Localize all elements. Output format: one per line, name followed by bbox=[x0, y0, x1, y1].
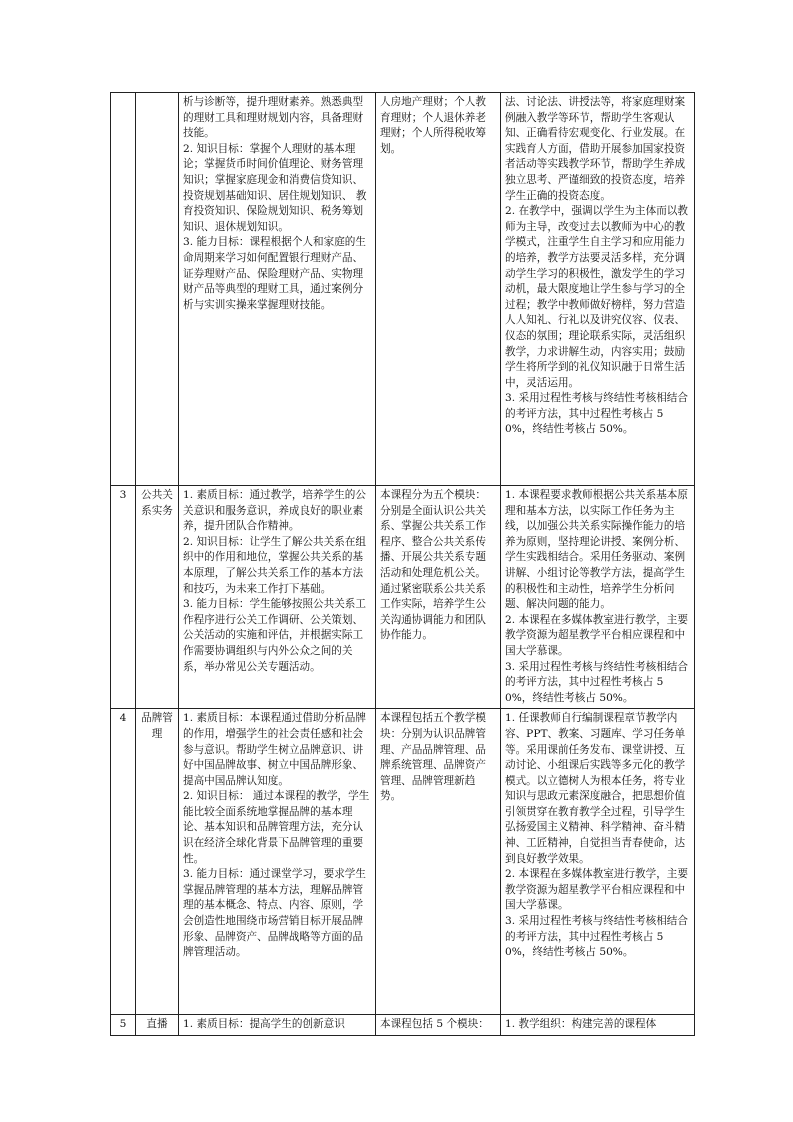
requirement-text: 2. 在教学中，强调以学生为主体而以教师为主导，改变过去以教师为中心的教学模式，注重学生自主学习和应用能力的培养，教学方法要灵活多样，充分调动学生学习的积极性，激发学生的学习动机，最大限度地让学生参与学习的全过程；教学中教师做好榜样，努力营造人人知礼、行礼以及讲究仪容、仪表、仪态的氛围；理论联系实际，灵活组织教学，力求讲解生动，内容实用；鼓励学生将所学到的礼仪知识融于日常生活中，灵活运用。 bbox=[505, 205, 688, 389]
objective-text: 1. 素质目标：本课程通过借助分析品牌的作用，增强学生的社会责任感和社会参与意识。帮助学生树立品牌意识、讲好中国品牌故事、树立中国品牌形象、提高中国品牌认知度。 bbox=[183, 712, 366, 787]
teaching-requirements bbox=[501, 93, 695, 486]
course-name: 品牌管理 bbox=[136, 709, 179, 1015]
course-name: 直播 bbox=[136, 1015, 179, 1036]
course-number: 4 bbox=[111, 709, 136, 1015]
requirement-text: 3. 采用过程性考核与终结性考核相结合的考评方法，其中过程性考核占 50%，终结性考核占 50%。 bbox=[505, 660, 688, 704]
requirement-text: 1. 教学组织：构建完善的课程体 bbox=[505, 1018, 657, 1031]
requirement-text: 3. 采用过程性考核与终结性考核相结合的考评方法，其中过程性考核占 50%，终结性考核占 50%。 bbox=[505, 915, 688, 959]
course-number: 3 bbox=[111, 486, 136, 709]
requirement-text: 2. 本课程在多媒体教室进行教学，主要教学资源为超星教学平台相应课程和中国大学慕课。 bbox=[505, 868, 688, 912]
course-content: 本课程包括五个教学模块：分别为认识品牌管理、产品品牌管理、品牌系统管理、品牌资产管理、品牌管理新趋势。 bbox=[376, 709, 501, 1015]
table-row bbox=[111, 486, 695, 709]
objective-text: 2. 知识目标：掌握个人理财的基本理论；掌握货币时间价值理论、财务管理知识；掌握家庭现金和消费信贷知识、投资规划基础知识、居住规划知识、 教育投资知识、保险规划知识、税务筹划知识、退休规划知识。 bbox=[183, 142, 367, 233]
objective-text: 析与诊断等，提升理财素养。熟悉典型的理财工具和理财规划内容，具备理财技能。 bbox=[183, 96, 364, 140]
course-content: 人房地产理财；个人教育理财；个人退休养老理财；个人所得税收筹划。 bbox=[376, 93, 501, 486]
course-name bbox=[136, 93, 179, 486]
requirement-text: 2. 本课程在多媒体教室进行教学，主要教学资源为超星教学平台相应课程和中国大学慕课。 bbox=[505, 613, 688, 657]
course-objectives bbox=[179, 486, 376, 709]
objective-text: 1. 素质目标：提高学生的创新意识 bbox=[183, 1018, 345, 1031]
course-content: 本课程包括 5 个模块： bbox=[376, 1015, 501, 1036]
teaching-requirements bbox=[501, 1015, 695, 1036]
course-number bbox=[111, 93, 136, 486]
requirement-text: 1. 任课教师自行编制课程章节教学内容、PPT、教案、习题库、学习任务单等。采用课前任务发布、课堂讲授、互动讨论、小组课后实践等多元化的教学模式。以立德树人为根本任务，将专业知识与思政元素深度融合，把思想价值引领贯穿在教育教学全过程，引导学生弘扬爱国主义精神、科学精神、奋斗精神、工匠精神，自觉担当青春使命，达到良好教学效果。 bbox=[505, 712, 686, 865]
table-row bbox=[111, 93, 695, 486]
objective-text: 3. 能力目标：学生能够按照公共关系工作程序进行公关工作调研、公关策划、公关活动的实施和评估，并根据实际工作需要协调组织与内外公众之间的关系，举办常见公关专题活动。 bbox=[183, 598, 366, 673]
objective-text: 2. 知识目标： 通过本课程的教学，学生能比较全面系统地掌握品牌的基本理论、基本知识和品牌管理方法，充分认识在经济全球化背景下品牌管理的重要性。 bbox=[183, 790, 370, 865]
course-number: 5 bbox=[111, 1015, 136, 1036]
table-row bbox=[111, 1015, 695, 1036]
course-content: 本课程分为五个模块：分别是全面认识公共关系、掌握公共关系工作程序、整合公共关系传播、开展公共关系专题活动和处理危机公关。通过紧密联系公共关系工作实际，培养学生公关沟通协调能力和团队协作能力。 bbox=[376, 486, 501, 709]
requirement-text: 法、讨论法、讲授法等，将家庭理财案例融入教学等环节，帮助学生客观认知、正确看待宏观变化、行业发展。在实践育人方面，借助开展参加国家投资者活动等实践教学环节，帮助学生养成独立思考、严谨细致的投资态度，培养学生正确的投资态度。 bbox=[505, 96, 686, 202]
table-row bbox=[111, 709, 695, 1015]
requirement-text: 3. 采用过程性考核与终结性考核相结合的考评方法，其中过程性考核占 50%，终结性考核占 50%。 bbox=[505, 392, 688, 436]
objective-text: 3. 能力目标：课程根据个人和家庭的生命周期来学习如何配置银行理财产品、证券理财产品、保险理财产品、实物理财产品等典型的理财工具，通过案例分析与实训实操来掌握理财技能。 bbox=[183, 236, 366, 311]
teaching-requirements bbox=[501, 486, 695, 709]
course-objectives bbox=[179, 1015, 376, 1036]
course-objectives bbox=[179, 93, 376, 486]
objective-text: 3. 能力目标：通过课堂学习，要求学生掌握品牌管理的基本方法，理解品牌管理的基本概念、特点、内容、原则，学会创造性地围绕市场营销目标开展品牌形象、品牌资产、品牌战略等方面的品牌管理活动。 bbox=[183, 868, 366, 959]
course-objectives bbox=[179, 709, 376, 1015]
objective-text: 1. 素质目标：通过教学，培养学生的公关意识和服务意识，养成良好的职业素养，提升团队合作精神。 bbox=[183, 489, 366, 533]
course-table bbox=[110, 92, 695, 1036]
teaching-requirements bbox=[501, 709, 695, 1015]
course-name: 公共关系实务 bbox=[136, 486, 179, 709]
requirement-text: 1. 本课程要求教师根据公共关系基本原理和基本方法，以实际工作任务为主线，以加强公共关系实际操作能力的培养为原则，坚持理论讲授、案例分析、学生实践相结合。采用任务驱动、案例讲解、小组讨论等教学方法，提高学生的积极性和主动性，培养学生分析问题、解决问题的能力。 bbox=[505, 489, 688, 611]
objective-text: 2. 知识目标：让学生了解公共关系在组织中的作用和地位，掌握公共关系的基本原理，了解公共关系工作的基本方法和技巧，为未来工作打下基础。 bbox=[183, 535, 366, 595]
